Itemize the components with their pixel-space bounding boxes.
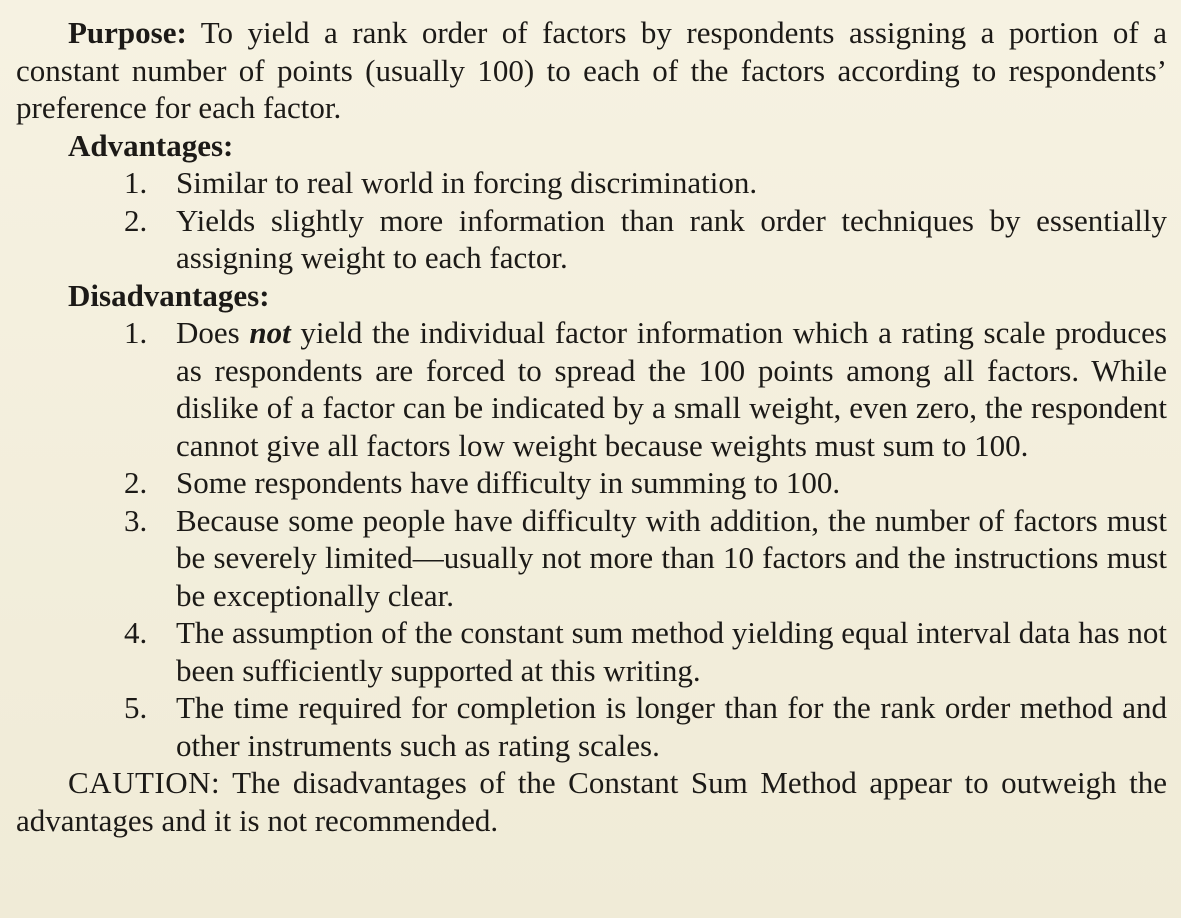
- item-text: The time required for completion is longer than for the rank order method and other instruments such as rating scales.: [176, 690, 1167, 763]
- item-text: Some respondents have difficulty in summing to 100.: [176, 465, 841, 500]
- list-item: [124, 464, 1167, 502]
- caution-text: The disadvantages of the Constant Sum Method appear to outweigh the advantages and it is not recommended.: [16, 765, 1167, 838]
- purpose-label: Purpose:: [68, 15, 187, 50]
- item-number: 4.: [124, 615, 148, 650]
- advantages-list: [16, 164, 1167, 277]
- list-item: [124, 689, 1167, 764]
- item-text: Yields slightly more information than rank order techniques by essentially assigning weight to each factor.: [176, 202, 1167, 275]
- caution-label: CAUTION:: [68, 765, 221, 800]
- item-number: 3.: [124, 502, 148, 538]
- disadvantages-list: [16, 314, 1167, 764]
- purpose-text: To yield a rank order of factors by respondents assigning a portion of a constant number of points (usually 100) to each of the factors according to respondents’ preference for each factor.: [16, 15, 1167, 125]
- list-item: [124, 202, 1167, 277]
- list-item: [124, 614, 1167, 689]
- item-text-pre: Does: [176, 315, 250, 350]
- caution-paragraph: [16, 764, 1167, 839]
- list-item: [124, 502, 1167, 615]
- disadvantages-heading: Disadvantages:: [68, 277, 270, 313]
- item-number: 2.: [124, 202, 148, 238]
- list-item: [124, 314, 1167, 464]
- advantages-heading: Advantages:: [68, 127, 234, 163]
- item-number: 1.: [124, 315, 148, 350]
- list-item: [124, 164, 1167, 202]
- purpose-paragraph: [16, 14, 1167, 127]
- item-text: The assumption of the constant sum method yielding equal interval data has not been sufficiently supported at this writing.: [176, 615, 1167, 688]
- item-text-post: yield the individual factor information which a rating scale produces as respondents are forced to spread the 100 points among all factors. While dislike of a factor can be indicated by a small weight, even zero, the respondent cannot give all factors low weight because weights must sum to 100.: [176, 315, 1167, 463]
- item-text: Similar to real world in forcing discrimination.: [176, 165, 758, 200]
- item-number: 5.: [124, 690, 148, 725]
- item-number: 1.: [124, 165, 148, 200]
- item-text: Because some people have difficulty with addition, the number of factors must be severely limited—usually not more than 10 factors and the instructions must be exceptionally clear.: [176, 502, 1167, 613]
- item-text-emphasis: not: [249, 315, 291, 350]
- item-number: 2.: [124, 465, 148, 500]
